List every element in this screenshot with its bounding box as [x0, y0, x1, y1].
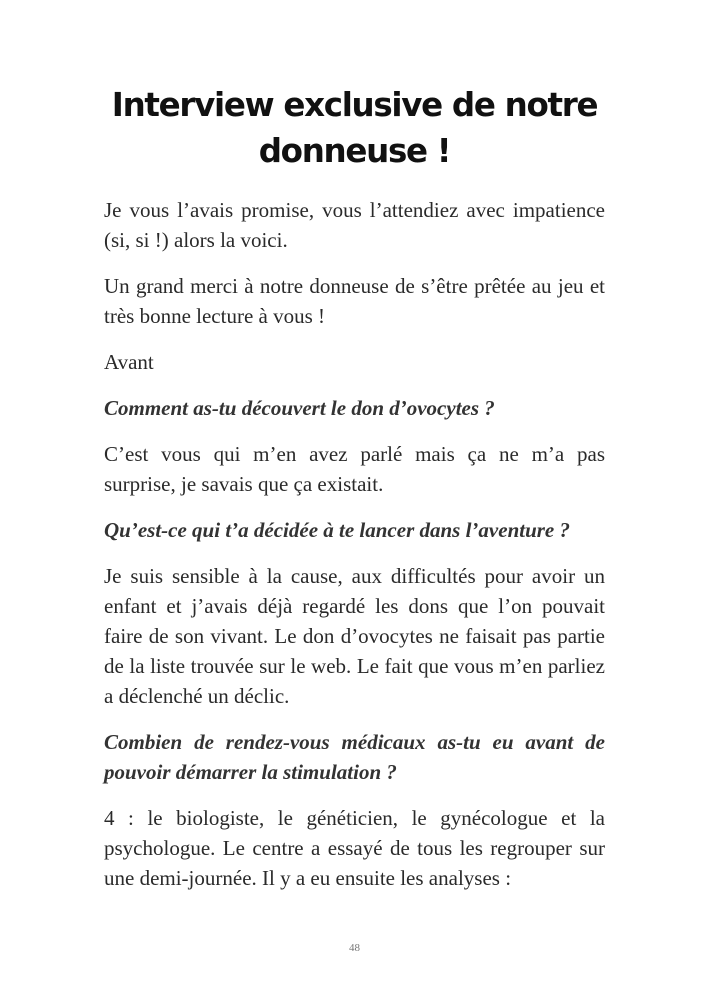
- answer-2: Je suis sensible à la cause, aux difficultés pour avoir un enfant et j’avais déjà regardé les dons que l’on pouvait faire de son vivant. Le don d’ovocytes ne faisait pas partie de la liste trouvée sur le web. Le fait que vous m’en parliez a déclenché un déclic.: [104, 564, 605, 708]
- page-title: Interview exclusive de notre donneuse !: [111, 86, 598, 170]
- intro-paragraph-1: Je vous l’avais promise, vous l’attendiez avec impatience (si, si !) alors la voici.: [104, 198, 605, 252]
- question-2: Qu’est-ce qui t’a décidée à te lancer dans l’aventure ?: [104, 518, 570, 542]
- question-1: Comment as-tu découvert le don d’ovocytes ?: [104, 396, 495, 420]
- page-number: 48: [349, 942, 360, 954]
- intro-paragraph-2: Un grand merci à notre donneuse de s’être prêtée au jeu et très bonne lecture à vous !: [104, 274, 605, 328]
- article-body: [104, 195, 605, 909]
- answer-3: 4 : le biologiste, le généticien, le gynécologue et la psychologue. Le centre a essayé de tous les regrouper sur une demi-journée. Il y a eu ensuite les analyses :: [104, 806, 605, 890]
- answer-1: C’est vous qui m’en avez parlé mais ça ne m’a pas surprise, je savais que ça existait.: [104, 442, 605, 496]
- section-heading-avant: Avant: [104, 350, 154, 374]
- question-3: Combien de rendez-vous médicaux as-tu eu avant de pouvoir démarrer la stimulation ?: [104, 730, 605, 784]
